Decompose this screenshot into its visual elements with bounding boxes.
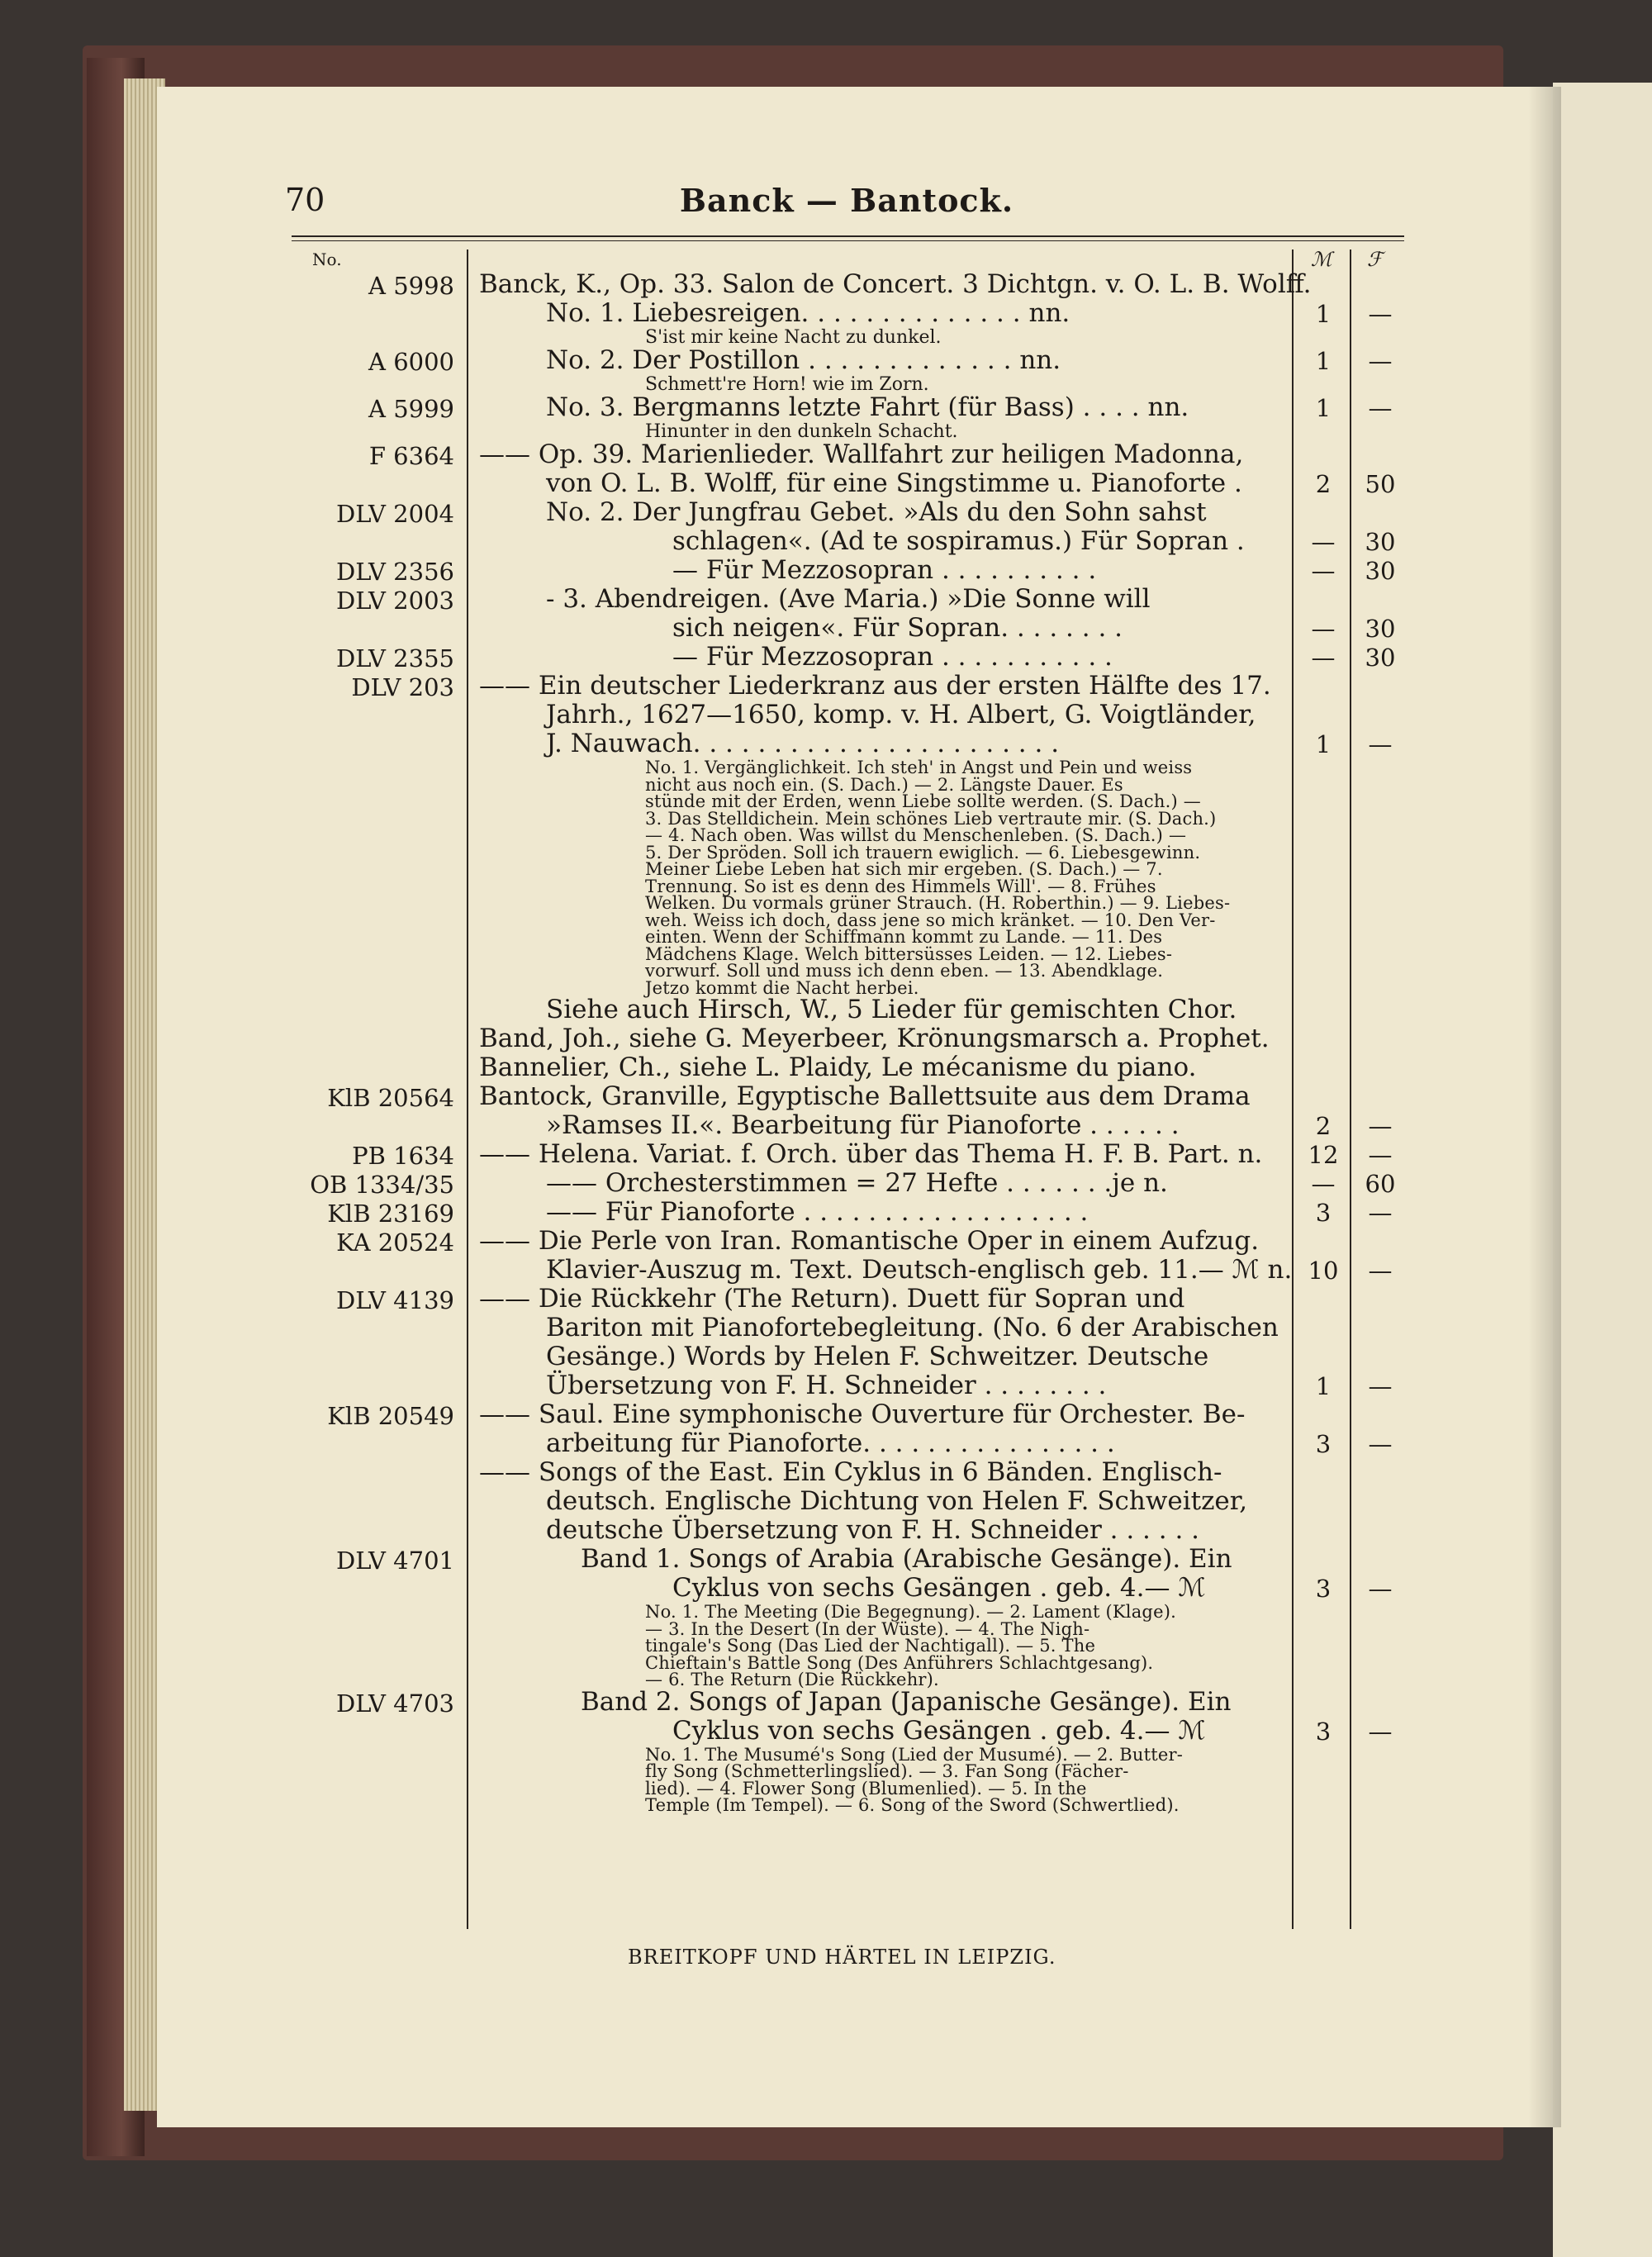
entry-note-line: Jetzo kommt die Nacht herbei. (645, 977, 919, 998)
entry-note-line: Chieftain's Battle Song (Des Anführers Schlachtgesang). (645, 1652, 1154, 1673)
catalog-number: KA 20524 (336, 1228, 454, 1257)
entry-line: Cyklus von sechs Gesängen . geb. 4.— ℳ (672, 1573, 1206, 1603)
entry-line: —— Orchesterstimmen = 27 Hefte . . . . . . .je n. (546, 1168, 1168, 1198)
page-header (285, 182, 1408, 223)
entry-note-line: — 4. Nach oben. Was willst du Menschenleben. (S. Dach.) — (645, 825, 1187, 845)
entry-note-line: No. 1. The Musumé's Song (Lied der Musumé). — 2. Butter- (645, 1744, 1184, 1765)
catalog-number: DLV 2003 (335, 587, 454, 615)
price-mark: 2 (1315, 1112, 1332, 1140)
price-pfennig: — (1368, 1430, 1393, 1458)
entry-note-line: stünde mit der Erden, wenn Liebe sollte werden. (S. Dach.) — (645, 791, 1201, 811)
catalog-number: A 5999 (368, 395, 454, 423)
entry-line: J. Nauwach. . . . . . . . . . . . . . . . . . . . . . . (546, 729, 1060, 758)
entry-note-line: Trennung. So ist es denn des Himmels Will'. — 8. Frühes (645, 876, 1156, 896)
price-pfennig: 60 (1365, 1170, 1396, 1198)
entry-line: —— Für Pianoforte . . . . . . . . . . . . . . . . . . (546, 1197, 1089, 1227)
price-mark: 3 (1315, 1575, 1332, 1603)
catalog-number: A 6000 (368, 348, 454, 376)
entry-note-line: No. 1. Vergänglichkeit. Ich steh' in Angst und Pein und weiss (645, 758, 1193, 777)
entry-line: Klavier-Auszug m. Text. Deutsch-englisch geb. 11.— ℳ n. (546, 1255, 1293, 1285)
header-rule-thin (292, 240, 1404, 241)
price-mark: — (1311, 644, 1336, 672)
price-mark: 2 (1315, 470, 1332, 498)
price-pfennig: — (1368, 1199, 1393, 1227)
entry-line: —— Songs of the East. Ein Cyklus in 6 Bänden. Englisch- (479, 1457, 1222, 1487)
entry-line: —— Ein deutscher Liederkranz aus der ersten Hälfte des 17. (479, 671, 1271, 701)
catalog-number: KlB 20564 (327, 1084, 454, 1112)
entry-note-line: Mädchens Klage. Welch bittersüsses Leiden. — 12. Liebes- (645, 943, 1173, 964)
entry-line: — Für Mezzosopran . . . . . . . . . . (672, 555, 1097, 585)
price-pfennig: — (1368, 1717, 1393, 1746)
entry-line: Siehe auch Hirsch, W., 5 Lieder für gemischten Chor. (546, 995, 1237, 1024)
column-divider-pf (1350, 249, 1351, 1929)
entry-note-line: tingale's Song (Das Lied der Nachtigall). — 5. The (645, 1636, 1096, 1656)
column-header-mark: ℳ (1311, 248, 1332, 271)
column-divider-mark (1292, 249, 1294, 1929)
publisher-footer: BREITKOPF UND HÄRTEL IN LEIPZIG. (628, 1946, 1056, 1969)
entry-line: Gesänge.) Words by Helen F. Schweitzer. Deutsche (546, 1342, 1209, 1371)
catalog-number: OB 1334/35 (310, 1171, 454, 1199)
catalog-number: KlB 20549 (327, 1402, 454, 1430)
column-header-no: No. (312, 249, 342, 269)
price-mark: 10 (1308, 1257, 1339, 1285)
entry-line: - 3. Abendreigen. (Ave Maria.) »Die Sonne will (546, 584, 1151, 614)
entry-line: —— Op. 39. Marienlieder. Wallfahrt zur heiligen Madonna, (479, 440, 1244, 469)
entry-line: deutsche Übersetzung von F. H. Schneider . . . . . . (546, 1515, 1200, 1545)
price-pfennig: — (1368, 300, 1393, 328)
catalog-number: DLV 4703 (335, 1689, 454, 1718)
entry-line: Cyklus von sechs Gesängen . geb. 4.— ℳ (672, 1715, 1206, 1746)
entry-line: Band, Joh., siehe G. Meyerbeer, Krönungsmarsch a. Prophet. (479, 1024, 1270, 1053)
entry-line: —— Die Rückkehr (The Return). Duett für Sopran und (479, 1284, 1185, 1314)
price-pfennig: — (1368, 730, 1393, 758)
entry-note-line: Hinunter in den dunkeln Schacht. (645, 421, 958, 442)
catalog-number: DLV 2356 (335, 558, 454, 586)
price-pfennig: 30 (1365, 528, 1396, 556)
entry-line: arbeitung für Pianoforte. . . . . . . . . . . . . . . . (546, 1428, 1115, 1458)
gutter-shadow (1528, 87, 1561, 2127)
catalog-number: DLV 4701 (335, 1547, 454, 1575)
price-mark: 1 (1315, 300, 1332, 328)
entry-note-line: Temple (Im Tempel). — 6. Song of the Sword (Schwertlied). (645, 1795, 1180, 1815)
catalog-number: PB 1634 (352, 1142, 454, 1170)
entry-note-line: lied). — 4. Flower Song (Blumenlied). — 5. In the (645, 1778, 1087, 1798)
price-mark: 3 (1315, 1717, 1332, 1746)
price-pfennig: — (1368, 347, 1393, 375)
column-divider-no (467, 249, 468, 1929)
entry-line: schlagen«. (Ad te sospiramus.) Für Sopran . (672, 526, 1245, 556)
entry-line: »Ramses II.«. Bearbeitung für Pianoforte . . . . . . (546, 1110, 1180, 1140)
entry-line: —— Die Perle von Iran. Romantische Oper in einem Aufzug. (479, 1226, 1260, 1256)
catalog-number: DLV 203 (351, 673, 454, 701)
catalog-number: KlB 23169 (327, 1200, 454, 1228)
price-pfennig: — (1368, 1112, 1393, 1140)
price-mark: — (1311, 615, 1336, 643)
price-pfennig: 30 (1365, 615, 1396, 643)
entry-line: Übersetzung von F. H. Schneider . . . . . . . . (546, 1371, 1107, 1400)
entry-note-line: nicht aus noch ein. (S. Dach.) — 2. Längste Dauer. Es (645, 774, 1123, 795)
entry-note-line: — 3. In the Desert (In der Wüste). — 4. The Nigh- (645, 1618, 1090, 1639)
catalog-number: DLV 4139 (335, 1286, 454, 1314)
price-pfennig: — (1368, 1575, 1393, 1603)
entry-line: sich neigen«. Für Sopran. . . . . . . . (672, 613, 1123, 643)
entry-note-line: vorwurf. Soll und muss ich denn eben. — 13. Abendklage. (645, 961, 1164, 981)
entry-line: Bannelier, Ch., siehe L. Plaidy, Le mécanisme du piano. (479, 1052, 1197, 1082)
entry-line: Bariton mit Pianofortebegleitung. (No. 6 der Arabischen (546, 1313, 1279, 1342)
price-mark: — (1311, 1170, 1336, 1198)
price-mark: — (1311, 528, 1336, 556)
entry-line: —— Saul. Eine symphonische Ouverture für Orchester. Be- (479, 1399, 1246, 1429)
page-number: 70 (285, 182, 325, 218)
entry-line: No. 3. Bergmanns letzte Fahrt (für Bass) . . . . nn. (546, 392, 1189, 422)
entry-note-line: 5. Der Spröden. Soll ich trauern ewiglich. — 6. Liebesgewinn. (645, 842, 1201, 862)
price-pfennig: — (1368, 1141, 1393, 1169)
price-pfennig: — (1368, 1257, 1393, 1285)
catalog-number: F 6364 (368, 442, 454, 470)
catalog-number: DLV 2004 (335, 500, 454, 528)
entry-note-line: Welken. Du vormals grüner Strauch. (H. Roberthin.) — 9. Liebes- (645, 893, 1231, 913)
running-head: Banck — Bantock. (679, 182, 1014, 219)
price-mark: 3 (1315, 1430, 1332, 1458)
entry-line: Banck, K., Op. 33. Salon de Concert. 3 Dichtgn. v. O. L. B. Wolff. (479, 269, 1312, 299)
price-pfennig: 30 (1365, 644, 1396, 672)
price-mark: 1 (1315, 347, 1332, 375)
entry-note-line: weh. Weiss ich doch, dass jene so mich kränket. — 10. Den Ver- (645, 910, 1216, 930)
facing-page (1553, 83, 1652, 2257)
price-mark: 3 (1315, 1199, 1332, 1227)
entry-note-line: Schmett're Horn! wie im Zorn. (645, 374, 929, 395)
header-rule (292, 235, 1404, 237)
entry-note-line: Meiner Liebe Leben hat sich mir ergeben. (S. Dach.) — 7. (645, 859, 1163, 879)
price-pfennig: — (1368, 394, 1393, 422)
entry-line: von O. L. B. Wolff, für eine Singstimme u. Pianoforte . (546, 468, 1242, 498)
price-mark: 1 (1315, 730, 1332, 758)
price-pfennig: 50 (1365, 470, 1396, 498)
entry-note-line: 3. Das Stelldichein. Mein schönes Lieb vertraute mir. (S. Dach.) (645, 808, 1217, 829)
catalog-number: A 5998 (368, 272, 454, 300)
entry-line: Band 2. Songs of Japan (Japanische Gesänge). Ein (581, 1686, 1232, 1717)
entry-note-line: fly Song (Schmetterlingslied). — 3. Fan Song (Fächer- (645, 1761, 1129, 1781)
catalog-number: DLV 2355 (335, 644, 454, 672)
entry-line: —— Helena. Variat. f. Orch. über das Thema H. F. B. Part. n. (479, 1139, 1263, 1169)
entry-line: Jahrh., 1627—1650, komp. v. H. Albert, G. Voigtländer, (546, 700, 1256, 729)
entry-note-line: — 6. The Return (Die Rückkehr). (645, 1670, 939, 1689)
entry-line: Band 1. Songs of Arabia (Arabische Gesänge). Ein (581, 1544, 1232, 1574)
column-header-pf: ℱ (1367, 248, 1383, 271)
entry-line: No. 2. Der Postillon . . . . . . . . . . . . . nn. (546, 345, 1061, 375)
entry-note-line: einten. Wenn der Schiffmann kommt zu Lande. — 11. Des (645, 927, 1163, 947)
entry-line: Bantock, Granville, Egyptische Ballettsuite aus dem Drama (479, 1081, 1251, 1111)
price-mark: 12 (1308, 1141, 1339, 1169)
entry-line: — Für Mezzosopran . . . . . . . . . . . (672, 642, 1113, 672)
entry-note-line: S'ist mir keine Nacht zu dunkel. (645, 327, 942, 348)
entry-line: deutsch. Englische Dichtung von Helen F. Schweitzer, (546, 1486, 1248, 1516)
price-pfennig: — (1368, 1372, 1393, 1400)
price-mark: 1 (1315, 394, 1332, 422)
entry-line: No. 2. Der Jungfrau Gebet. »Als du den Sohn sahst (546, 497, 1207, 527)
entry-note-line: No. 1. The Meeting (Die Begegnung). — 2. Lament (Klage). (645, 1602, 1176, 1622)
price-pfennig: 30 (1365, 557, 1396, 585)
price-mark: — (1311, 557, 1336, 585)
entry-line: No. 1. Liebesreigen. . . . . . . . . . . . . . nn. (546, 298, 1070, 328)
price-mark: 1 (1315, 1372, 1332, 1400)
